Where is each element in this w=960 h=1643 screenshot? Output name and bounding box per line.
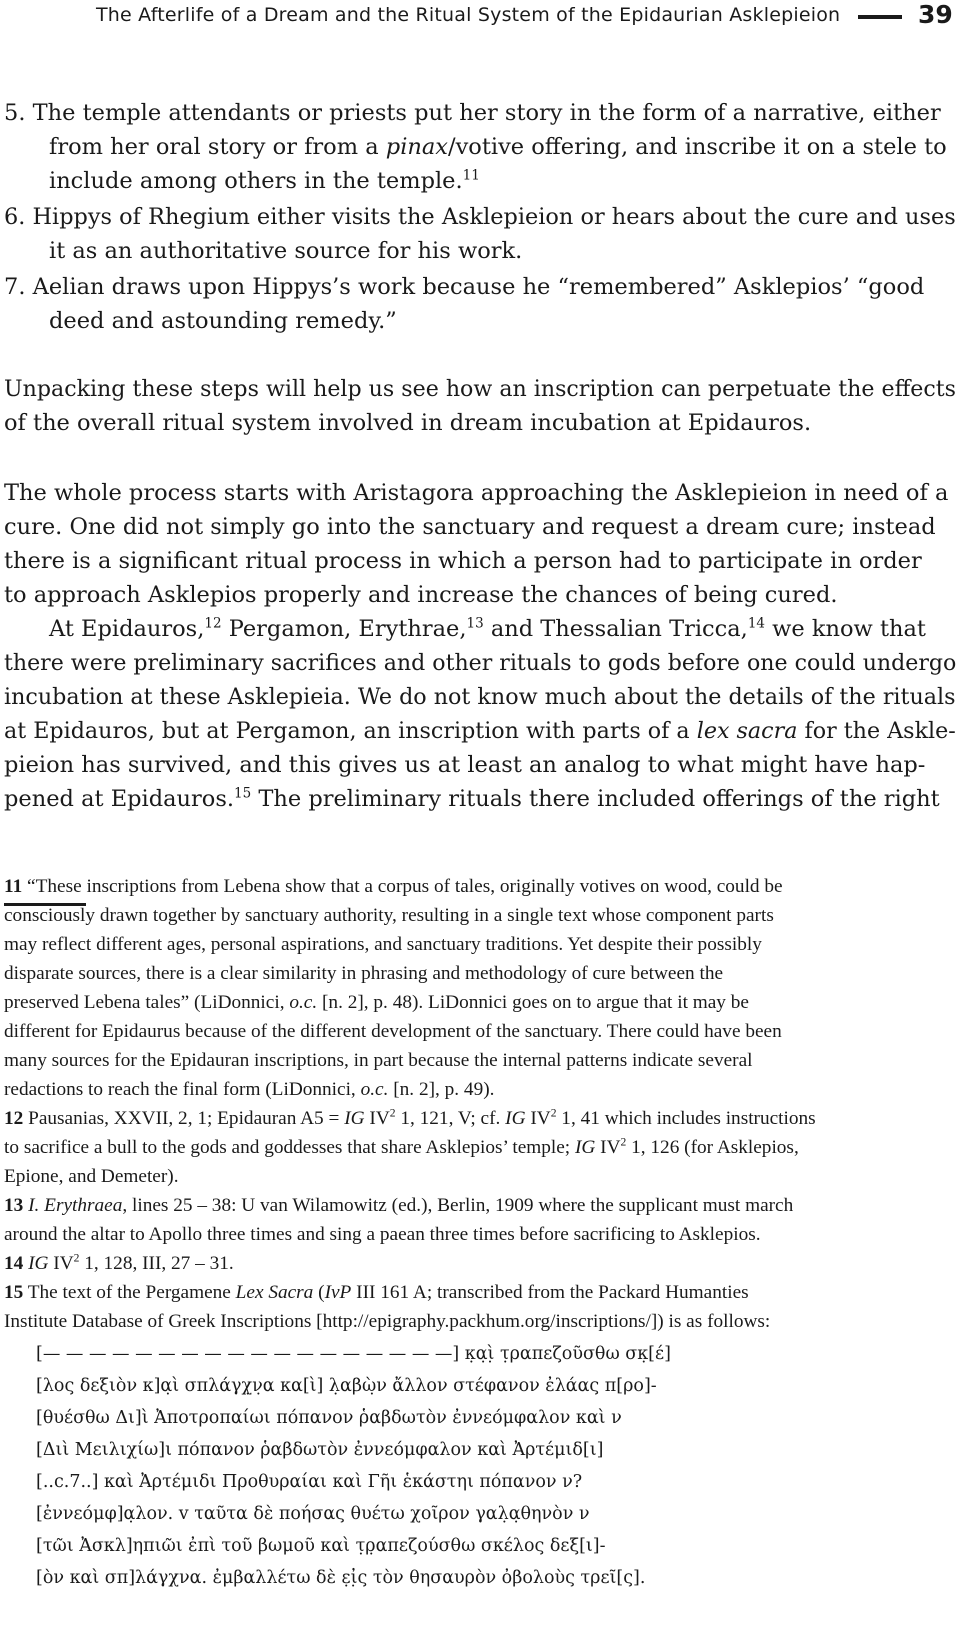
paragraph-3-line-4: at Epidauros, but at Pergamon, an inscription with parts of a lex sacra for the Askle- (4, 718, 956, 744)
footnote-11-line-3: may reflect different ages, personal aspirations, and sanctuary traditions. Yet despite their possibly (4, 934, 762, 955)
footnote-11-line-6: different for Epidaurus because of the different development of the sanctuary. There could have been (4, 1021, 782, 1042)
footnote-11-line-2: consciously drawn together by sanctuary authority, resulting in a single text whose component parts (4, 905, 774, 926)
step-5-line-1: 5. The temple attendants or priests put her story in the form of a narrative, either (4, 100, 941, 126)
footnote-ref-15: 15 (234, 785, 252, 802)
greek-line: [— — — — — — — — — — — — — — — — — —] κ̣α̣ὶ̣ τ̣ραπεζοῦσθω σκ̣[έ] (36, 1344, 671, 1364)
greek-line: [..c.7..] καὶ Ἀρτέμιδι Προθυραίαι καὶ Γῆι ἑκάστηι πόπανον ν? (36, 1472, 583, 1492)
greek-line: [λος δεξιὸν κ]α̣ὶ σπλάγχ̣ν̣α κα[ὶ] λ̣αβὼ̣ν ἄλλον στέφανον ἐλάας π[ρο]- (36, 1376, 657, 1396)
footnote-number: 13 (4, 1195, 24, 1216)
paragraph-2-line-4: to approach Asklepios properly and increase the chances of being cured. (4, 582, 838, 608)
paragraph-3-line-2: there were preliminary sacrifices and other rituals to gods before one could undergo (4, 650, 957, 676)
footnote-11-line-8: redactions to reach the final form (LiDonnici, o.c. [n. 2], p. 49). (4, 1079, 495, 1100)
footnote-ref-11: 11 (462, 167, 480, 184)
greek-line: [τῶι Ἀσκλ]ηπιῶι ἐπὶ τοῦ βωμοῦ καὶ τ̣ρ̣απεζούσθω σκέλος δεξ[ι]- (36, 1536, 606, 1556)
footnote-ref-14: 14 (747, 615, 765, 632)
greek-line: [ὸν καὶ σπ]λάγχνα. ἐμβαλλέτω δὲ ε̣ἰ̣ς τὸν θησαυρὸν ὀβολοὺς τρεῖ[ς]. (36, 1568, 646, 1588)
greek-line: [ἐννεόμφ]α̣λον. v ταῦτα δὲ ποήσας θυέτω χοῖρον γαλ̣α̣θηνὸν ν (36, 1504, 590, 1524)
footnote-ref-13: 13 (466, 615, 484, 632)
footnote-14-line-1: 14 IG $IV^2$ 1, 128, III, 27 – 31. (4, 1251, 234, 1274)
footnote-number: 15 (4, 1282, 24, 1303)
paragraph-3-line-5: pieion has survived, and this gives us at least an analog to what might have hap- (4, 752, 926, 778)
running-title: The Afterlife of a Dream and the Ritual System of the Epidaurian Asklepieion (96, 4, 841, 26)
paragraph-2-line-1: The whole process starts with Aristagora approaching the Asklepieion in need of a (4, 480, 949, 506)
step-6-line-1: 6. Hippys of Rhegium either visits the Asklepieion or hears about the cure and uses (4, 204, 956, 230)
footnote-15-line-2: Institute Database of Greek Inscriptions [http://epigraphy.packhum.org/inscriptions/]) is as follows: (4, 1311, 771, 1332)
footnote-11-line-1: 11 “These inscriptions from Lebena show that a corpus of tales, originally votives on wood, could be (4, 876, 783, 897)
paragraph-3-line-6: pened at Epidauros.$^{15}$ The preliminary rituals there included offerings of the right (4, 785, 940, 812)
footnote-11-line-4: disparate sources, there is a clear similarity in phrasing and methodology of cure between the (4, 963, 724, 984)
step-6-line-2: it as an authoritative source for his work. (49, 238, 523, 264)
footnote-12-line-1: 12 Pausanias, XXVII, 2, 1; Epidauran A5 = IG $IV^2$ 1, 121, V; cf. IG $IV^2$ 1, 41 which includes instructions (4, 1106, 816, 1129)
footnote-number: 14 (4, 1253, 24, 1274)
greek-line: [θυέσθω Δι]ὶ Ἀποτροπαίωι πόπανον ῥαβδωτὸν ἐννεόμφαλον καὶ ν (36, 1408, 622, 1428)
paragraph-1-line-1: Unpacking these steps will help us see how an inscription can perpetuate the effects (4, 376, 956, 402)
step-5-line-2: from her oral story or from a pinax/votive offering, and inscribe it on a stele to (49, 134, 947, 160)
paragraph-2-line-2: cure. One did not simply go into the sanctuary and request a dream cure; instead (4, 514, 936, 540)
paragraph-2-line-3: there is a significant ritual process in which a person had to participate in order (4, 548, 922, 574)
footnote-number: 11 (4, 876, 23, 897)
paragraph-1-line-2: of the overall ritual system involved in dream incubation at Epidauros. (4, 410, 812, 436)
footnote-15-line-1: 15 The text of the Pergamene Lex Sacra (IvP III 161 A; transcribed from the Packard Humanties (4, 1282, 749, 1303)
footnote-13-line-1: 13 I. Erythraea, lines 25 – 38: U van Wilamowitz (ed.), Berlin, 1909 where the supplicant must march (4, 1195, 794, 1216)
paragraph-3-line-3: incubation at these Asklepieia. We do not know much about the details of the rituals (4, 684, 956, 710)
step-7-line-2: deed and astounding remedy.” (49, 308, 397, 334)
footnote-ref-12: 12 (204, 615, 222, 632)
footnote-12-line-2: to sacrifice a bull to the gods and goddesses that share Asklepios’ temple; IG $IV^2$ 1, 126 (for Asklepios, (4, 1135, 799, 1158)
page-number: 39 (918, 0, 953, 29)
running-header (0, 0, 960, 34)
footnote-13-line-2: around the altar to Apollo three times and sing a paean three times before sacrificing to Asklepios. (4, 1224, 761, 1245)
greek-line: [Διὶ Μειλιχίω]ι πόπανον ῥαβδωτὸν ἐννεόμφαλον καὶ Ἀρτέμιδ[ι] (36, 1440, 604, 1460)
header-rule (858, 15, 902, 19)
paragraph-3-line-1: At Epidauros,$^{12}$ Pergamon, Erythrae,$^{13}$ and Thessalian Tricca,$^{14}$ we know that (49, 615, 926, 642)
footnote-12-line-3: Epione, and Demeter). (4, 1166, 179, 1187)
footnote-11-line-7: many sources for the Epidauran inscriptions, in part because the internal patterns indicate several (4, 1050, 753, 1071)
step-7-line-1: 7. Aelian draws upon Hippys’s work because he “remembered” Asklepios’ “good (4, 274, 925, 300)
footnote-number: 12 (4, 1108, 24, 1129)
step-5-line-3: include among others in the temple.$^{11}$ (49, 167, 480, 194)
footnote-11-line-5: preserved Lebena tales” (LiDonnici, o.c. [n. 2], p. 48). LiDonnici goes on to argue that it may be (4, 992, 749, 1013)
